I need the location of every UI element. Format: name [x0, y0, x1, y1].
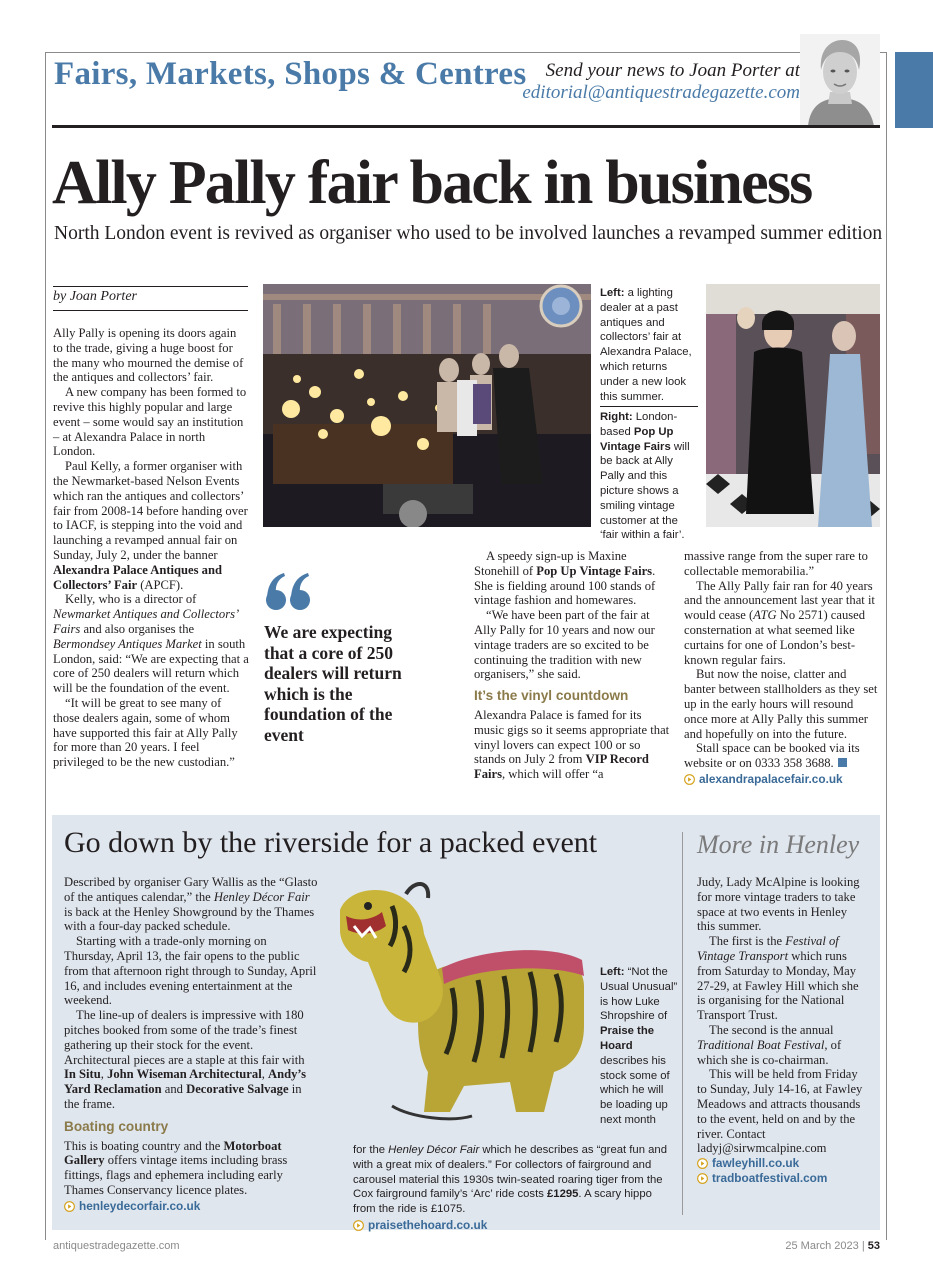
- ally-pally-weblink[interactable]: alexandrapalacefair.co.uk: [684, 772, 880, 787]
- article-column-4: [684, 549, 880, 787]
- paragraph: Alexandra Palace is famed for its music gigs so it seems appropriate that vinyl lovers can expect 100 or so stands on July 2 from VIP Record Fairs, which will offer “a: [474, 707, 670, 782]
- weblink-arrow-icon: [697, 1158, 708, 1169]
- header-rule: [52, 125, 880, 128]
- paragraph: “It will be great to see many of those dealers again, some of whom have supported this fair at Ally Pally for more than 20 years. I feel privileged to be the new custodian.”: [53, 695, 238, 770]
- footer-site: antiquestradegazette.com: [53, 1240, 180, 1252]
- paragraph: Kelly, who is a director of Newmarket Antiques and Collectors’ Fairs and also organises the Bermondsey Antiques Market in south London, said: “We are expecting that a core of 250 dealers will return which will be the foundation of the event.: [53, 592, 249, 696]
- more-in-henley-title: More in Henley: [697, 830, 860, 859]
- praise-hoard-weblink[interactable]: praisethehoard.co.uk: [353, 1218, 675, 1233]
- paragraph: But now the noise, clatter and banter between stallholders as they set up in the early hours will resound once more at Ally Pally this summer and hopefully on into the future.: [684, 667, 878, 741]
- weblink-arrow-icon: [697, 1173, 708, 1184]
- pull-quote: We are expecting that a core of 250 dealers will return which is the foundation of the event: [264, 622, 402, 745]
- tiger-caption: Left: “Not the Usual Unusual” is how Luke Shropshire of Praise the Hoard describes his stock some of which he will be loading up next month: [600, 966, 678, 1126]
- article-standfirst: North London event is revived as organiser who used to be involved launches a revamped summer edition: [54, 223, 883, 244]
- send-news-line: Send your news to Joan Porter at: [545, 60, 800, 81]
- paragraph: The line-up of dealers is impressive with 180 pitches booked from some of the trade’s finest gathering up their stock for the event. Architectural pieces are a staple at this fair with In Situ, John Wiseman Architectural, Andy’s Yard Reclamation and Decorative Salvage in the frame.: [64, 1008, 307, 1111]
- henley-title: Go down by the riverside for a packed event: [64, 826, 598, 859]
- fairground-tiger-photo: [332, 876, 594, 1128]
- paragraph: A speedy sign-up is Maxine Stonehill of Pop Up Vintage Fairs. She is fielding around 100 stands of vintage fashion and homewares.: [474, 549, 656, 608]
- weblink-arrow-icon: [684, 774, 695, 785]
- photo-caption: Right: London-based Pop Up Vintage Fairs will be back at Ally Pally and this picture shows a smiling vintage customer at the ‘fair within a fair’.: [600, 411, 690, 542]
- paragraph: A new company has been formed to revive this highly popular and large event – some would say an institution – at Alexandra Palace in north London.: [53, 385, 247, 459]
- vinyl-subhead: It’s the vinyl countdown: [474, 688, 629, 704]
- end-square-icon: [838, 758, 847, 767]
- byline-rule: [53, 286, 248, 287]
- lighting-dealer-photo: [263, 284, 591, 527]
- section-title: Fairs, Markets, Shops & Centres: [54, 56, 527, 92]
- byline: by Joan Porter: [53, 289, 137, 304]
- paragraph: Judy, Lady McAlpine is looking for more vintage traders to take space at two events in Henley this summer.: [697, 875, 860, 934]
- paragraph: Paul Kelly, a former organiser with the Newmarket-based Nelson Events which ran the antiques and collectors’ fair from 2008-14 before handing over to IACF, is stepping into the void and launching a revamped annual fair on Sunday, July 2, under the banner Alexandra Palace Antiques and Collectors’ Fair (APCF).: [53, 459, 248, 592]
- weblink-arrow-icon: [64, 1201, 75, 1212]
- trad-boat-weblink[interactable]: tradboatfestival.com: [697, 1171, 867, 1186]
- more-in-henley-column: [697, 875, 867, 1186]
- henley-weblink[interactable]: henleydecorfair.co.uk: [64, 1199, 319, 1214]
- boating-subhead: Boating country: [64, 1118, 169, 1134]
- paragraph: The second is the annual Traditional Boat Festival, of which she is co-chairman.: [697, 1022, 842, 1067]
- paragraph: The Ally Pally fair ran for 40 years and the announcement last year that it would cease (ATG No 2571) caused consternation at what seemed like curtains for one of London’s best-known regular fairs.: [684, 578, 875, 667]
- paragraph: Ally Pally is opening its doors again to the trade, giving a huge boost for the many who mourned the demise of the antiques and collectors’ fair.: [53, 326, 244, 385]
- columnist-portrait: [800, 34, 880, 126]
- fawley-hill-weblink[interactable]: fawleyhill.co.uk: [697, 1156, 867, 1171]
- article-column-1: [53, 326, 249, 770]
- quote-mark-icon: [264, 570, 314, 614]
- byline-rule: [53, 310, 248, 311]
- article-headline: Ally Pally fair back in business: [52, 149, 812, 217]
- section-color-tab: [895, 52, 933, 128]
- caption-divider: [600, 406, 698, 407]
- paragraph: This will be held from Friday to Sunday, July 14-16, at Fawley Meadows and attracts thousands to the event, held on and by the river. Contact ladyj@sirwmcalpine.com: [697, 1067, 863, 1156]
- tiger-caption-continued: for the Henley Décor Fair which he describes as “great fun and with a great mix of dealers.” For collectors of fairground and carousel material this 1930s twin-seated roaring tiger from the Cox fairground family’s ‘Arc’ ride costs £1295. A scary hippo from the ride is £1075. praisethehoard.co.uk: [353, 1143, 675, 1233]
- paragraph: Stall space can be booked via its website or on 0333 358 3688.: [684, 741, 860, 771]
- henley-column-1: [64, 875, 319, 1214]
- paragraph: Described by organiser Gary Wallis as the “Glasto of the antiques calendar,” the Henley Décor Fair is back at the Henley Showground by the Thames with a four-day packed schedule.: [64, 875, 318, 934]
- photo-caption: Left: a lighting dealer at a past antiques and collectors’ fair at Alexandra Palace, which returns under a new look this summer.: [600, 287, 692, 403]
- paragraph: This is boating country and the Motorboat Gallery offers vintage items including brass fittings, flags and ephemera including early Thames Conservancy licence plates.: [64, 1138, 288, 1197]
- footer-date-page: [785, 1240, 880, 1252]
- vintage-customer-photo: [706, 284, 880, 527]
- article-column-3: [474, 549, 674, 782]
- page-number: 53: [867, 1240, 880, 1252]
- footer-separator: |: [861, 1240, 868, 1252]
- box-divider: [682, 832, 683, 1215]
- paragraph: “We have been part of the fair at Ally Pally for 10 years and now our vintage traders are so excited to be continuing the tradition with new organisers,” she said.: [474, 608, 655, 682]
- paragraph: Starting with a trade-only morning on Thursday, April 13, the fair opens to the public from that afternoon right through to Sunday, April 16, and includes evening entertainment at the weekend.: [64, 934, 317, 1008]
- paragraph: massive range from the super rare to collectable memorabilia.”: [684, 549, 868, 578]
- editor-email[interactable]: editorial@antiquestradegazette.com: [522, 82, 800, 103]
- paragraph: The first is the Festival of Vintage Transport which runs from Saturday to Monday, May 27-29, at Fawley Hill which she is organising for the National Transport Trust.: [697, 934, 859, 1023]
- weblink-arrow-icon: [353, 1220, 364, 1231]
- footer-date: 25 March 2023: [785, 1240, 859, 1252]
